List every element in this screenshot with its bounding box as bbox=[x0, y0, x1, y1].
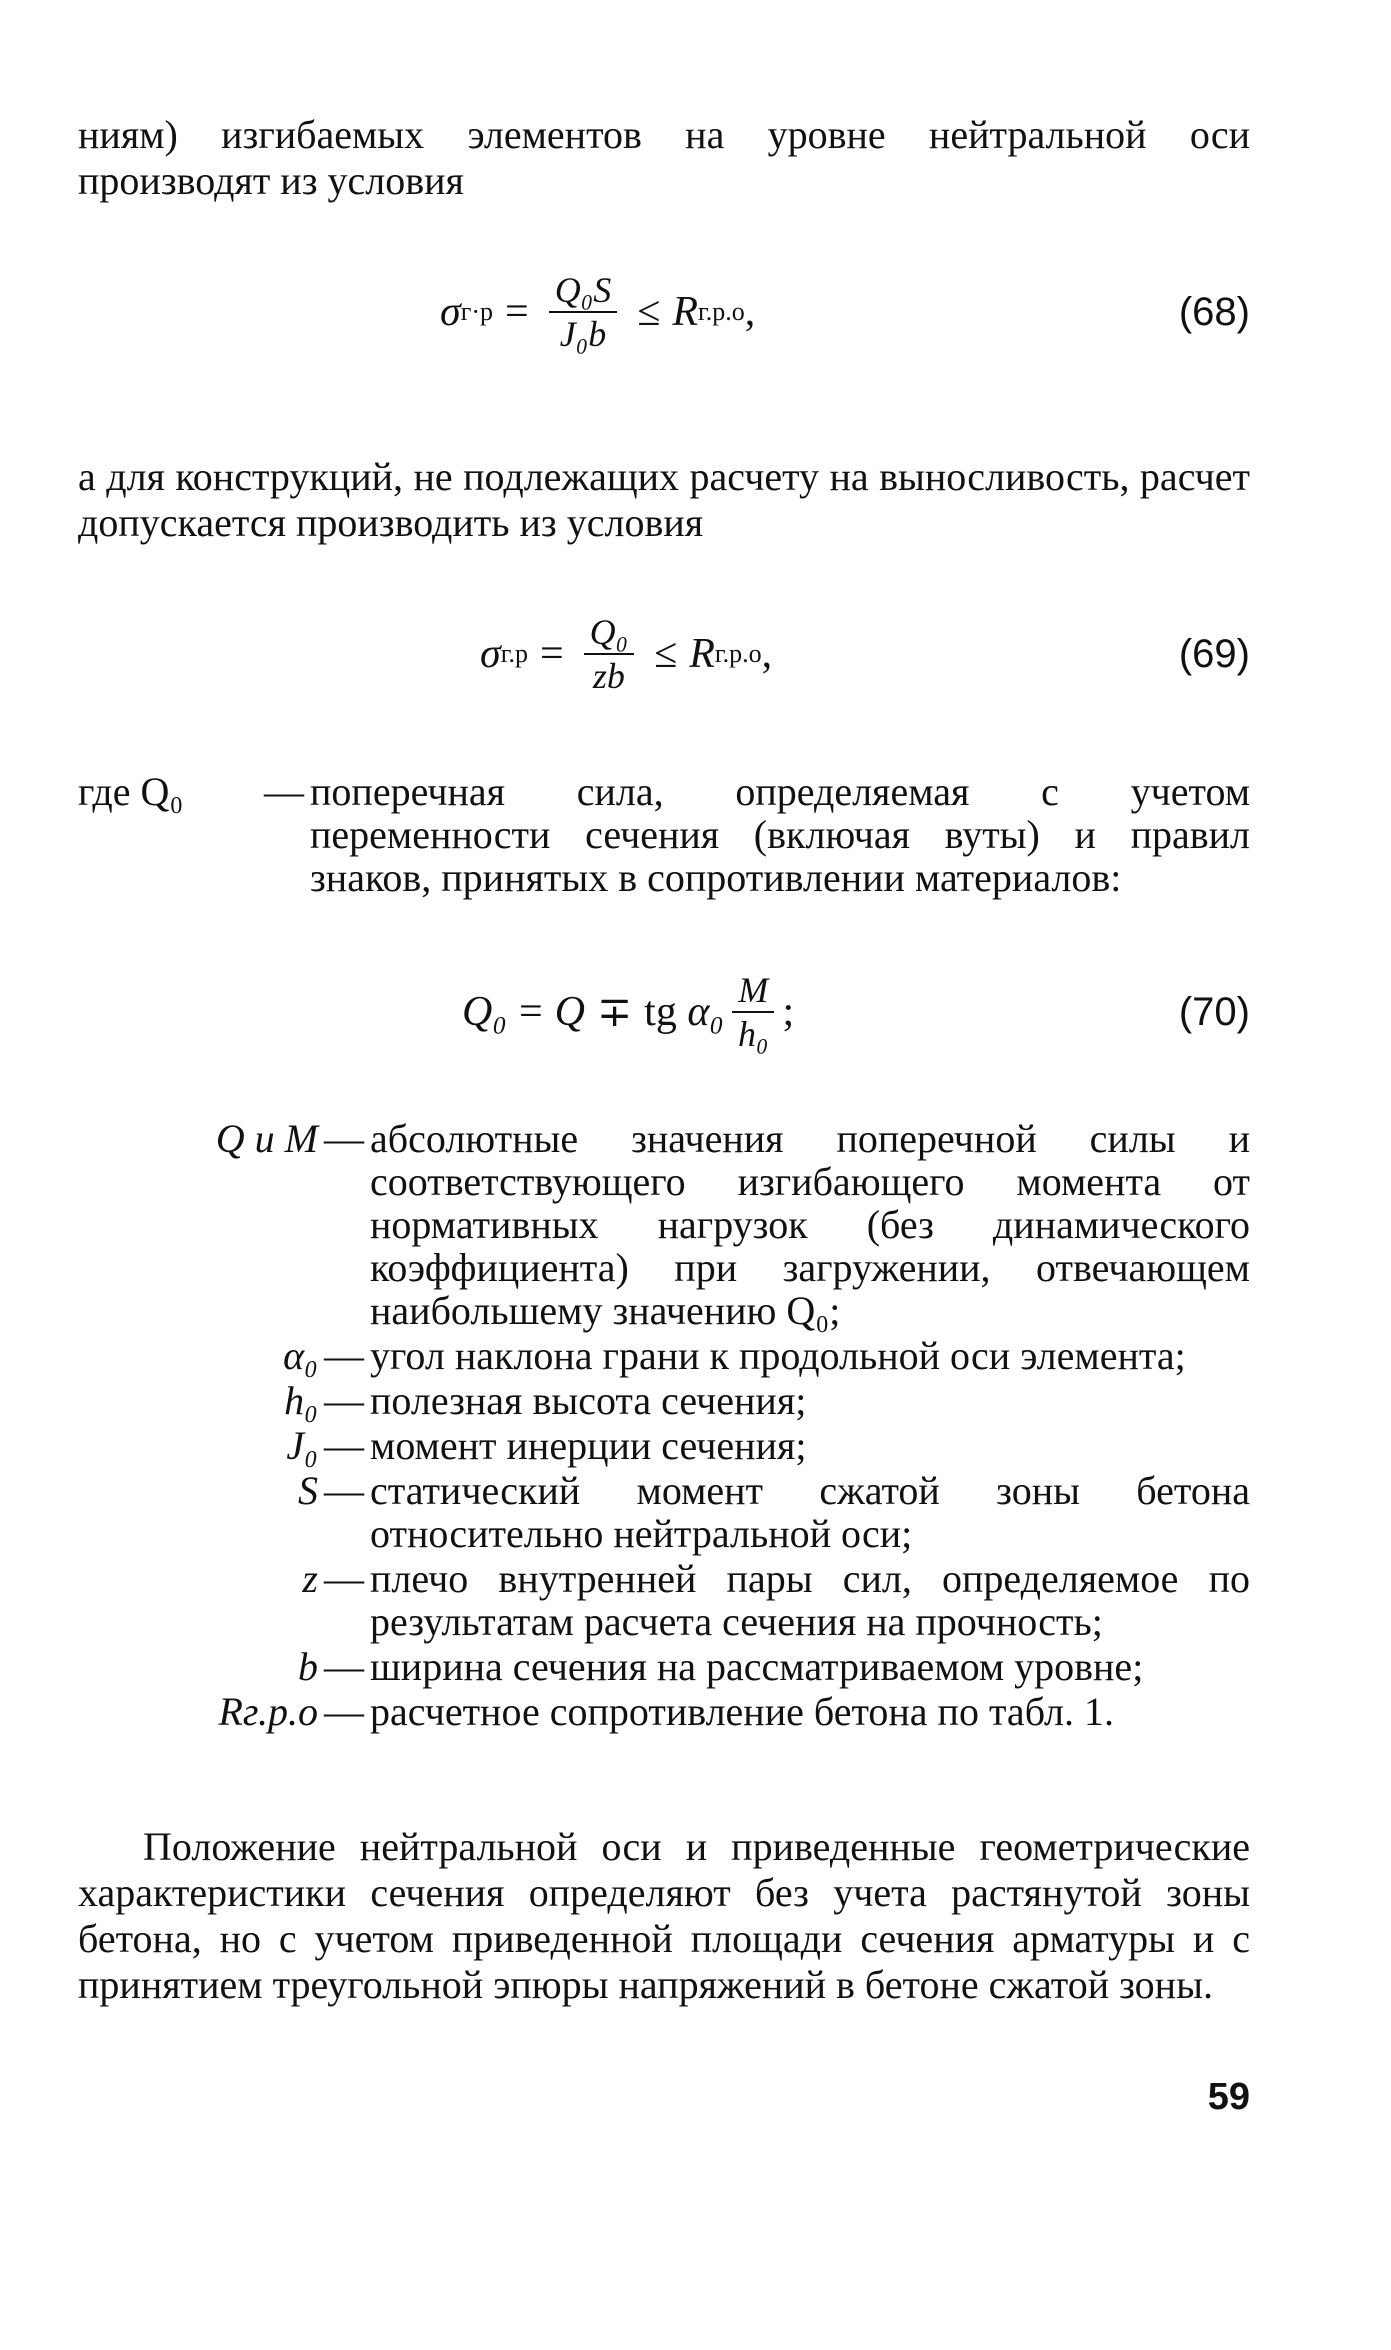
equation-68-body bbox=[440, 252, 755, 372]
equation-69-body bbox=[480, 594, 772, 714]
definition-item bbox=[78, 1557, 1250, 1643]
resistance-subscript: г.р.о bbox=[714, 639, 762, 668]
trailing-punct: , bbox=[744, 289, 756, 335]
definition-item bbox=[78, 1645, 1250, 1688]
sigma-symbol: σ bbox=[480, 631, 501, 677]
definition-term: b bbox=[298, 1644, 318, 1689]
definition-dash: — bbox=[264, 769, 304, 814]
equals-sign: = bbox=[505, 289, 529, 335]
definition-item bbox=[78, 1469, 1250, 1555]
equals-sign: = bbox=[518, 989, 543, 1035]
definition-q0 bbox=[78, 770, 1250, 901]
definition-text: абсолютные значения поперечной силы и соответствующего изгибающего момента от нормативных нагрузок (без динамического коэффициента) при загружении, отвечающем наибольшему значению Q₀; bbox=[370, 1116, 1250, 1333]
definition-term: Rг.р.о bbox=[218, 1689, 318, 1734]
definition-item bbox=[78, 1424, 1250, 1467]
definition-text: плечо внутренней пары сил, определяемое по результатам расчета сечения на прочность; bbox=[370, 1556, 1250, 1644]
numerator: M bbox=[732, 969, 774, 1013]
definition-text: момент инерции сечения; bbox=[370, 1423, 807, 1468]
sigma-symbol: σ bbox=[440, 289, 461, 335]
equation-number: (69) bbox=[1178, 631, 1250, 676]
definition-dash: — bbox=[324, 1423, 364, 1468]
definition-term: z bbox=[302, 1556, 318, 1601]
definition-item bbox=[78, 1379, 1250, 1422]
definition-text: поперечная сила, определяемая с учетом переменности сечения (включая вуты) и правил знаков, принятых в сопротивлении материалов: bbox=[310, 769, 1250, 900]
numerator: Q₀S bbox=[549, 269, 618, 313]
alpha-symbol: α₀ bbox=[687, 989, 724, 1035]
sigma-subscript: г.р bbox=[500, 639, 528, 668]
definition-dash: — bbox=[324, 1689, 364, 1734]
definition-dash: — bbox=[324, 1644, 364, 1689]
equation-70 bbox=[78, 952, 1250, 1072]
definition-text: расчетное сопротивление бетона по табл. 1. bbox=[370, 1689, 1115, 1734]
equation-70-body bbox=[462, 952, 794, 1072]
definition-term: S bbox=[298, 1468, 318, 1513]
resistance-symbol: R bbox=[672, 289, 698, 335]
resistance-symbol: R bbox=[689, 631, 715, 677]
denominator: h₀ bbox=[738, 1014, 769, 1054]
fraction bbox=[732, 969, 775, 1055]
definition-text: полезная высота сечения; bbox=[370, 1378, 807, 1423]
definition-term: где Q₀ bbox=[78, 769, 184, 814]
definition-item bbox=[78, 1117, 1250, 1332]
relation-sign: ≤ bbox=[637, 289, 661, 335]
sigma-subscript: г·р bbox=[460, 297, 494, 326]
paragraph-fatigue: а для конструкций, не подлежащих расчету на выносливость, расчет допускается производить из условия bbox=[78, 454, 1250, 545]
definition-dash: — bbox=[324, 1333, 364, 1378]
definition-dash: — bbox=[324, 1378, 364, 1423]
definition-term: Q и M bbox=[215, 1116, 318, 1161]
definition-term: J₀ bbox=[286, 1423, 318, 1468]
equation-number: (68) bbox=[1178, 289, 1250, 334]
definition-dash: — bbox=[324, 1116, 364, 1161]
equals-sign: = bbox=[539, 631, 564, 677]
equation-number: (70) bbox=[1178, 989, 1250, 1034]
paragraph-intro: ниям) изгибаемых элементов на уровне нейтральной оси производят из условия bbox=[78, 112, 1250, 203]
resistance-subscript: г.р.о bbox=[697, 297, 745, 326]
definitions-list bbox=[78, 1117, 1250, 1735]
definition-text: статический момент сжатой зоны бетона относительно нейтральной оси; bbox=[370, 1468, 1250, 1556]
page-number: 59 bbox=[1207, 2076, 1250, 2118]
equation-69 bbox=[78, 594, 1250, 714]
denominator: zb bbox=[592, 656, 625, 696]
trailing-punct: ; bbox=[782, 989, 795, 1035]
definition-item bbox=[78, 770, 1250, 899]
definition-term: α₀ bbox=[283, 1333, 318, 1378]
definition-dash: — bbox=[324, 1556, 364, 1601]
denominator: J₀b bbox=[559, 314, 607, 354]
equation-68 bbox=[78, 252, 1250, 372]
definition-dash: — bbox=[324, 1468, 364, 1513]
minus-plus-sign: ∓ bbox=[596, 990, 633, 1036]
fraction bbox=[584, 611, 635, 697]
definition-item bbox=[78, 1334, 1250, 1377]
trailing-punct: , bbox=[761, 631, 773, 677]
definition-text: ширина сечения на рассматриваемом уровне; bbox=[370, 1644, 1144, 1689]
relation-sign: ≤ bbox=[654, 631, 678, 677]
fraction bbox=[549, 269, 618, 355]
numerator: Q₀ bbox=[584, 611, 635, 655]
definition-text: угол наклона грани к продольной оси элемента; bbox=[370, 1333, 1186, 1378]
paragraph-neutral-axis: Положение нейтральной оси и приведенные геометрические характеристики сечения определяют без учета растянутой зоны бетона, но с учетом приведенной площади сечения арматуры и с принятием треугольной эпюры напряжений в бетоне сжатой зоны. bbox=[78, 1824, 1250, 2007]
tangent-function: tg bbox=[644, 989, 677, 1035]
q0-symbol: Q₀ bbox=[462, 989, 507, 1035]
definition-item bbox=[78, 1690, 1250, 1733]
definition-term: h₀ bbox=[284, 1378, 318, 1423]
q-symbol: Q bbox=[554, 989, 585, 1035]
